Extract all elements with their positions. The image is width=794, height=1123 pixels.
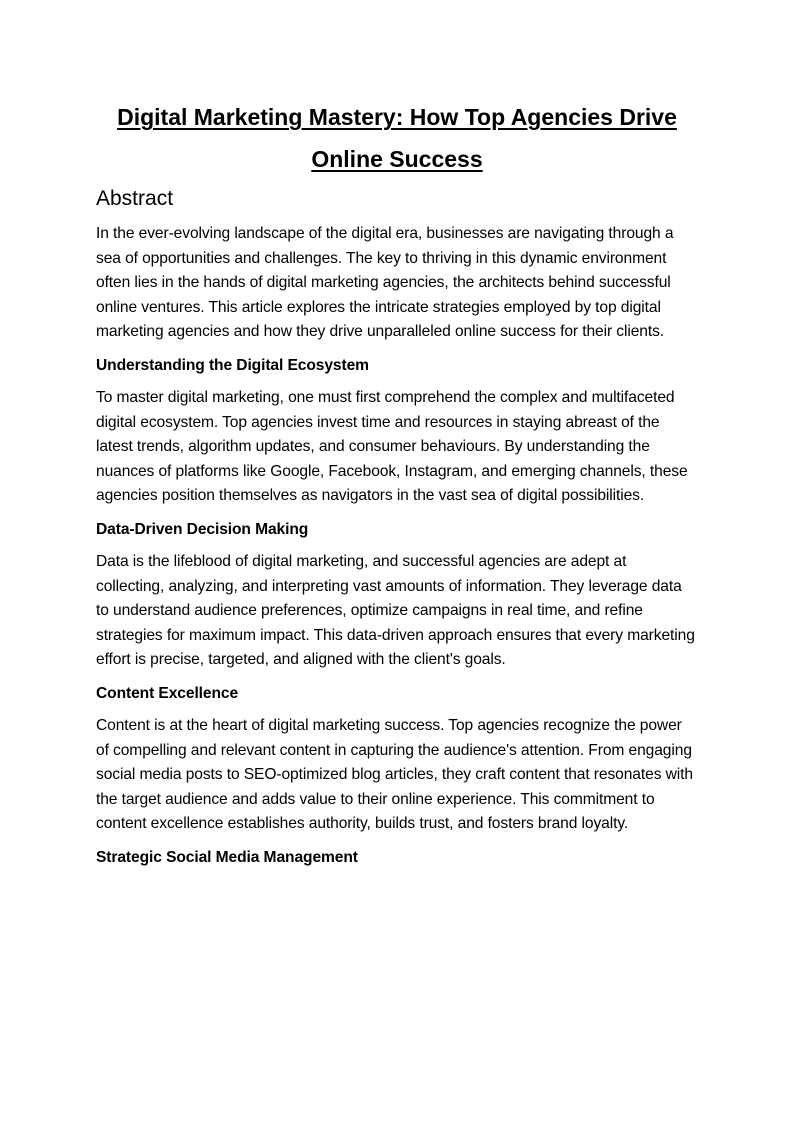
section-heading-social-media: Strategic Social Media Management — [96, 848, 358, 866]
section-heading-digital-ecosystem: Understanding the Digital Ecosystem — [96, 356, 369, 374]
section-paragraph-data-driven: Data is the lifeblood of digital marketing, and successful agencies are adept at collecting, analyzing, and interpreting vast amounts of information. They leverage data to understand audience preferences, optimize campaigns in real time, and refine strategies for maximum impact. This data-driven approach ensures that every marketing effort is precise, targeted, and aligned with the client's goals. — [96, 553, 695, 668]
section-heading-content-excellence: Content Excellence — [96, 684, 239, 702]
abstract-paragraph: In the ever-evolving landscape of the digital era, businesses are navigating through a sea of opportunities and challenges. The key to thriving in this dynamic environment often lies in the hands of digital marketing agencies, the architects behind successful online ventures. This article explores the intricate strategies employed by top digital marketing agencies and how they drive unparalleled online success for their clients. — [96, 225, 674, 340]
document-title: Digital Marketing Mastery: How Top Agencies Drive Online Success — [117, 104, 677, 172]
section-paragraph-digital-ecosystem: To master digital marketing, one must first comprehend the complex and multifaceted digital ecosystem. Top agencies invest time and resources in staying abreast of the latest trends, algorithm updates, and consumer behaviours. By understanding the nuances of platforms like Google, Facebook, Instagram, and emerging channels, these agencies position themselves as navigators in the vast sea of digital possibilities. — [96, 389, 688, 504]
document-page — [96, 96, 698, 870]
section-heading-data-driven: Data-Driven Decision Making — [96, 520, 309, 538]
abstract-heading: Abstract — [96, 187, 174, 210]
section-paragraph-content-excellence: Content is at the heart of digital marketing success. Top agencies recognize the power of compelling and relevant content in capturing the audience's attention. From engaging social media posts to SEO-optimized blog articles, they craft content that resonates with the target audience and adds value to their online experience. This commitment to content excellence establishes authority, builds trust, and fosters brand loyalty. — [96, 717, 693, 832]
